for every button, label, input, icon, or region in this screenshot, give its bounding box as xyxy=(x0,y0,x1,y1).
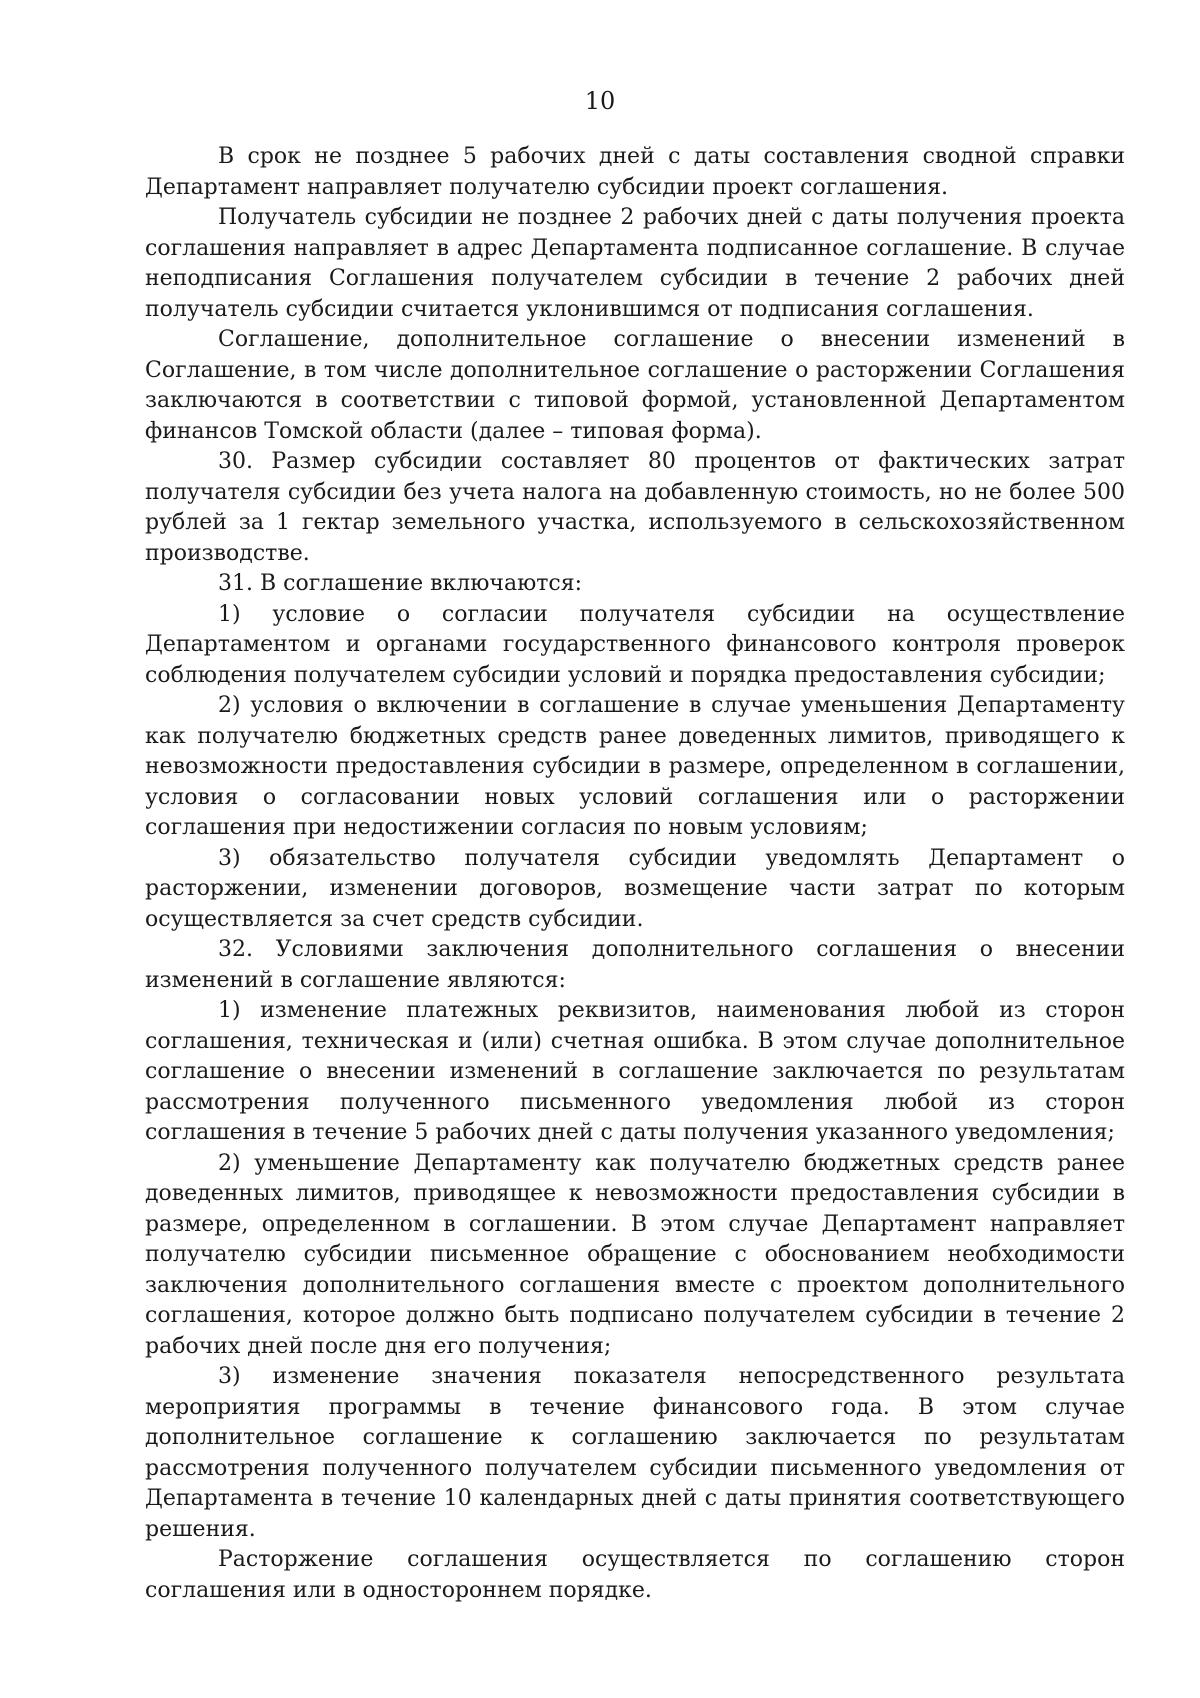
paragraph: 3) изменение значения показателя непосредственного результата мероприятия программы в течение финансового года. В этом случае дополнительное соглашение к соглашению заключается по результатам рассмотрения полученного получателем субсидии письменного уведомления от Департамента в течение 10 календарных дней с даты принятия соответствующего решения. xyxy=(145,1364,1125,1542)
paragraph: 1) изменение платежных реквизитов, наименования любой из сторон соглашения, техническая и (или) счетная ошибка. В этом случае дополнительное соглашение о внесении изменений в соглашение заключается по результатам рассмотрения полученного письменного уведомления любой из сторон соглашения в течение 5 рабочих дней с даты получения указанного уведомления; xyxy=(145,998,1125,1145)
paragraph: В срок не позднее 5 рабочих дней с даты составления сводной справки Департамент направляет получателю субсидии проект соглашения. xyxy=(145,144,1125,200)
paragraph: Соглашение, дополнительное соглашение о внесении изменений в Соглашение, в том числе дополнительное соглашение о расторжении Соглашения заключаются в соответствии с типовой формой, установленной Департаментом финансов Томской области (далее – типовая форма). xyxy=(145,327,1125,444)
paragraph: 2) условия о включении в соглашение в случае уменьшения Департаменту как получателю бюджетных средств ранее доведенных лимитов, приводящего к невозможности предоставления субсидии в размере, определенном в соглашении, условия о согласовании новых условий соглашения или о расторжении соглашения при недостижении согласия по новым условиям; xyxy=(145,693,1125,840)
paragraph: Расторжение соглашения осуществляется по соглашению сторон соглашения или в одностороннем порядке. xyxy=(145,1547,1125,1603)
paragraph: 1) условие о согласии получателя субсидии на осуществление Департаментом и органами государственного финансового контроля проверок соблюдения получателем субсидии условий и порядка предоставления субсидии; xyxy=(145,601,1125,688)
paragraph: 3) обязательство получателя субсидии уведомлять Департамент о расторжении, изменении договоров, возмещение части затрат по которым осуществляется за счет средств субсидии. xyxy=(145,845,1125,932)
paragraph: 31. В соглашение включаются: xyxy=(218,571,582,596)
paragraph: 30. Размер субсидии составляет 80 процентов от фактических затрат получателя субсидии без учета налога на добавленную стоимость, но не более 500 рублей за 1 гектар земельного участка, используемого в сельскохозяйственном производстве. xyxy=(145,449,1125,566)
page-number: 10 xyxy=(584,87,616,115)
paragraph: 2) уменьшение Департаменту как получателю бюджетных средств ранее доведенных лимитов, приводящее к невозможности предоставления субсидии в размере, определенном в соглашении. В этом случае Департамент направляет получателю субсидии письменное обращение с обоснованием необходимости заключения дополнительного соглашения вместе с проектом дополнительного соглашения, которое должно быть подписано получателем субсидии в течение 2 рабочих дней после дня его получения; xyxy=(145,1150,1125,1359)
document-body xyxy=(145,142,1125,1606)
paragraph: Получатель субсидии не позднее 2 рабочих дней с даты получения проекта соглашения направляет в адрес Департамента подписанное соглашение. В случае неподписания Соглашения получателем субсидии в течение 2 рабочих дней получатель субсидии считается уклонившимся от подписания соглашения. xyxy=(145,205,1125,322)
paragraph: 32. Условиями заключения дополнительного соглашения о внесении изменений в соглашение являются: xyxy=(145,937,1125,993)
